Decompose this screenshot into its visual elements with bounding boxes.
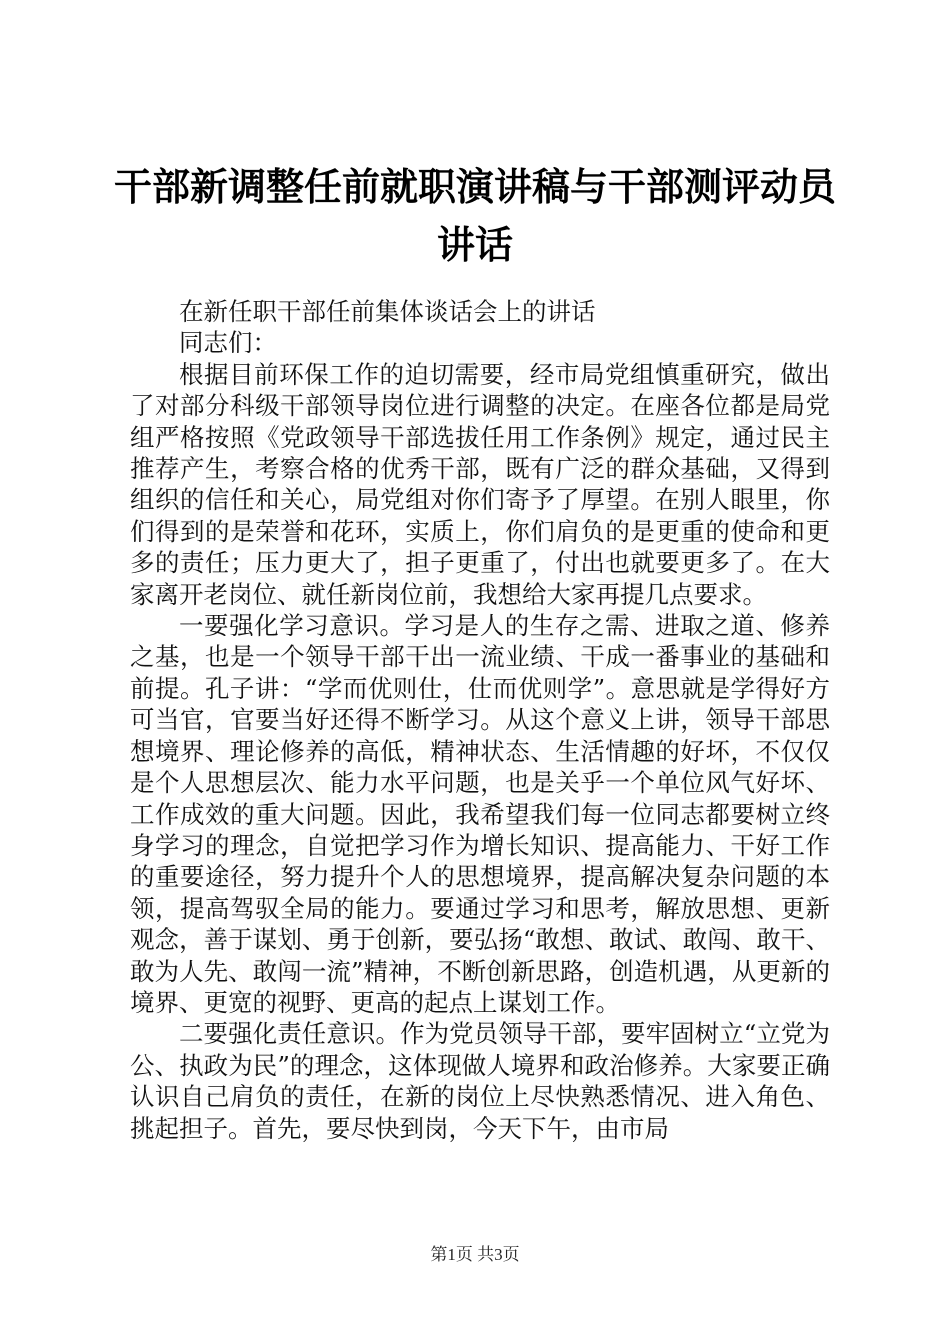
paragraph-responsibility: 二要强化责任意识。作为党员领导干部，要牢固树立“立党为公、执政为民”的理念，这体现做人境界和政治修养。大家要正确认识自己肩负的责任，在新的岗位上尽快熟悉情况、进入角色、挑起担子。首先，要尽快到岗，今天下午，由市局	[130, 1019, 830, 1143]
salutation: 同志们：	[179, 328, 277, 358]
document-title: 干部新调整任前就职演讲稿与干部测评动员讲话	[113, 164, 836, 267]
page-number: 第1页 共3页	[430, 1245, 520, 1264]
paragraph-intro: 根据目前环保工作的迫切需要，经市局党组慎重研究，做出了对部分科级干部领导岗位进行调整的决定。在座各位都是局党组严格按照《党政领导干部选拔任用工作条例》规定，通过民主推荐产生，考察合格的优秀干部，既有广泛的群众基础，又得到组织的信任和关心，局党组对你们寄予了厚望。在别人眼里，你们得到的是荣誉和花环，实质上，你们肩负的是更重的使命和更多的责任；压力更大了，担子更重了，付出也就要更多了。在大家离开老岗位、就任新岗位前，我想给大家再提几点要求。	[130, 359, 830, 609]
speech-heading: 在新任职干部任前集体谈话会上的讲话	[179, 297, 596, 326]
paragraph-study: 一要强化学习意识。学习是人的生存之需、进取之道、修养之基，也是一个领导干部干出一流业绩、干成一番事业的基础和前提。孔子讲：“学而优则仕，仕而优则学”。意思就是学得好方可当官，官要当好还得不断学习。从这个意义上讲，领导干部思想境界、理论修养的高低，精神状态、生活情趣的好坏，不仅仅是个人思想层次、能力水平问题，也是关乎一个单位风气好坏、工作成效的重大问题。因此，我希望我们每一位同志都要树立终身学习的理念，自觉把学习作为增长知识、提高能力、干好工作的重要途径，努力提升个人的思想境界，提高解决复杂问题的本领，提高驾驭全局的能力。要通过学习和思考，解放思想、更新观念，善于谋划、勇于创新，要弘扬“敢想、敢试、敢闯、敢干、敢为人先、敢闯一流”精神，不断创新思路，创造机遇，从更新的境界、更宽的视野、更高的起点上谋划工作。	[130, 611, 830, 1017]
document-body	[130, 296, 830, 1144]
